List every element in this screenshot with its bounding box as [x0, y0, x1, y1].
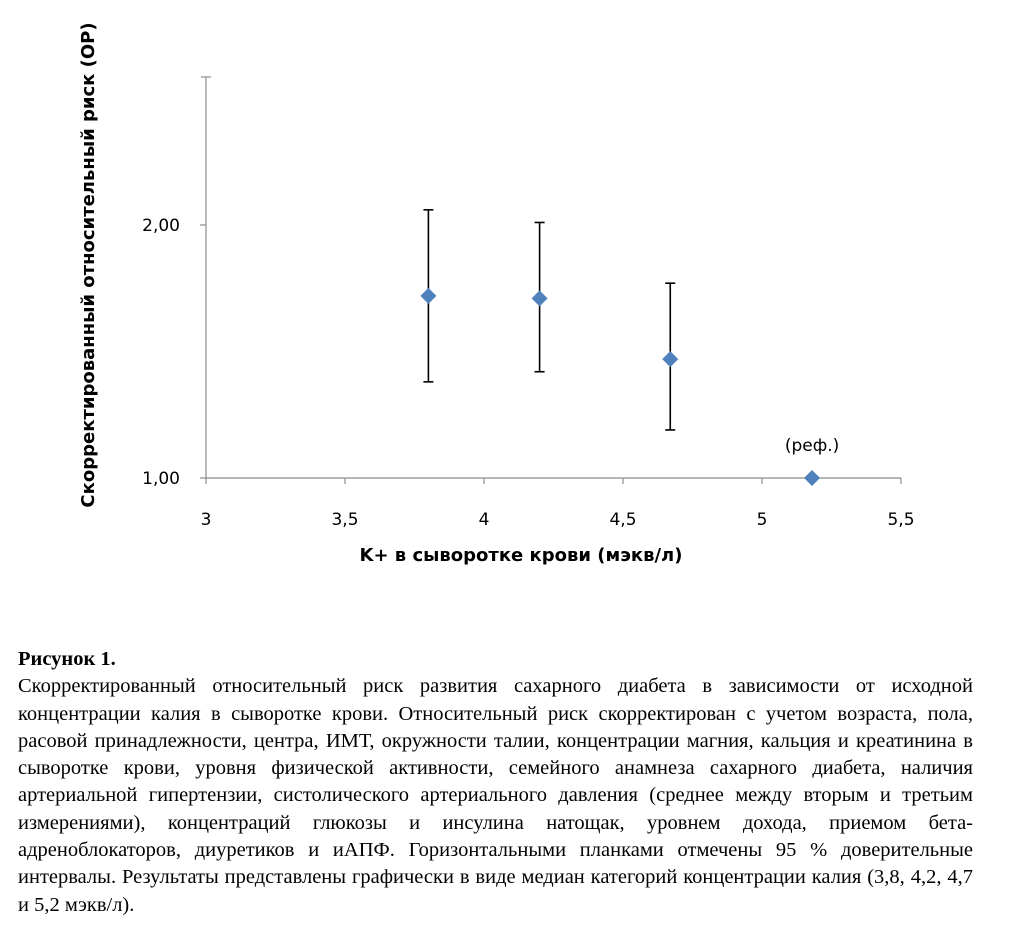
annotations: [785, 436, 839, 456]
caption-title: Рисунок 1.: [18, 648, 116, 670]
error-bars: [423, 210, 675, 430]
x-tick-label: 4,5: [609, 510, 637, 530]
chart-axes: [201, 77, 901, 478]
y-ticks: [142, 216, 206, 489]
x-tick-label: 3,5: [331, 510, 359, 530]
data-point: [804, 470, 820, 486]
x-tick-label: 5,5: [887, 510, 915, 530]
y-tick-label: 1,00: [142, 469, 180, 489]
x-tick-label: 4: [478, 510, 490, 530]
annotation-ref: (реф.): [784, 436, 840, 456]
data-point: [420, 288, 436, 304]
y-tick-label: 2,00: [142, 216, 180, 236]
x-ticks: [201, 478, 915, 530]
data-point: [532, 290, 548, 306]
data-points: [420, 288, 820, 486]
figure-caption: [18, 646, 973, 919]
y-axis-label: Скорректированный относительный риск (ОР): [78, 22, 99, 508]
x-tick-label: 3: [200, 510, 212, 530]
x-axis-label: K+ в сыворотке крови (мэкв/л): [359, 545, 683, 566]
x-tick-label: 5: [756, 510, 768, 530]
data-point: [662, 351, 678, 367]
caption-body: Скорректированный относительный риск развития сахарного диабета в зависимости от исходной концентрации калия в сыворотке крови. Относительный риск скорректирован с учетом возраста, пола, расовой принадлежности, центра, ИМТ, окружности талии, концентрации магния, кальция и креатинина в сыворотке крови, уровня физической активности, семейного анамнеза сахарного диабета, наличия артериальной гипертензии, систолического артериального давления (среднее между вторым и третьим измерениями), концентраций глюкозы и инсулина натощак, уровнем дохода, приемом бета-адреноблокаторов, диуретиков и иАПФ. Горизонтальными планками отмечены 95 % доверительные интервалы. Результаты представлены графически в виде медиан категорий концентрации калия (3,8, 4,2, 4,7 и 5,2 мэкв/л).: [18, 675, 973, 916]
